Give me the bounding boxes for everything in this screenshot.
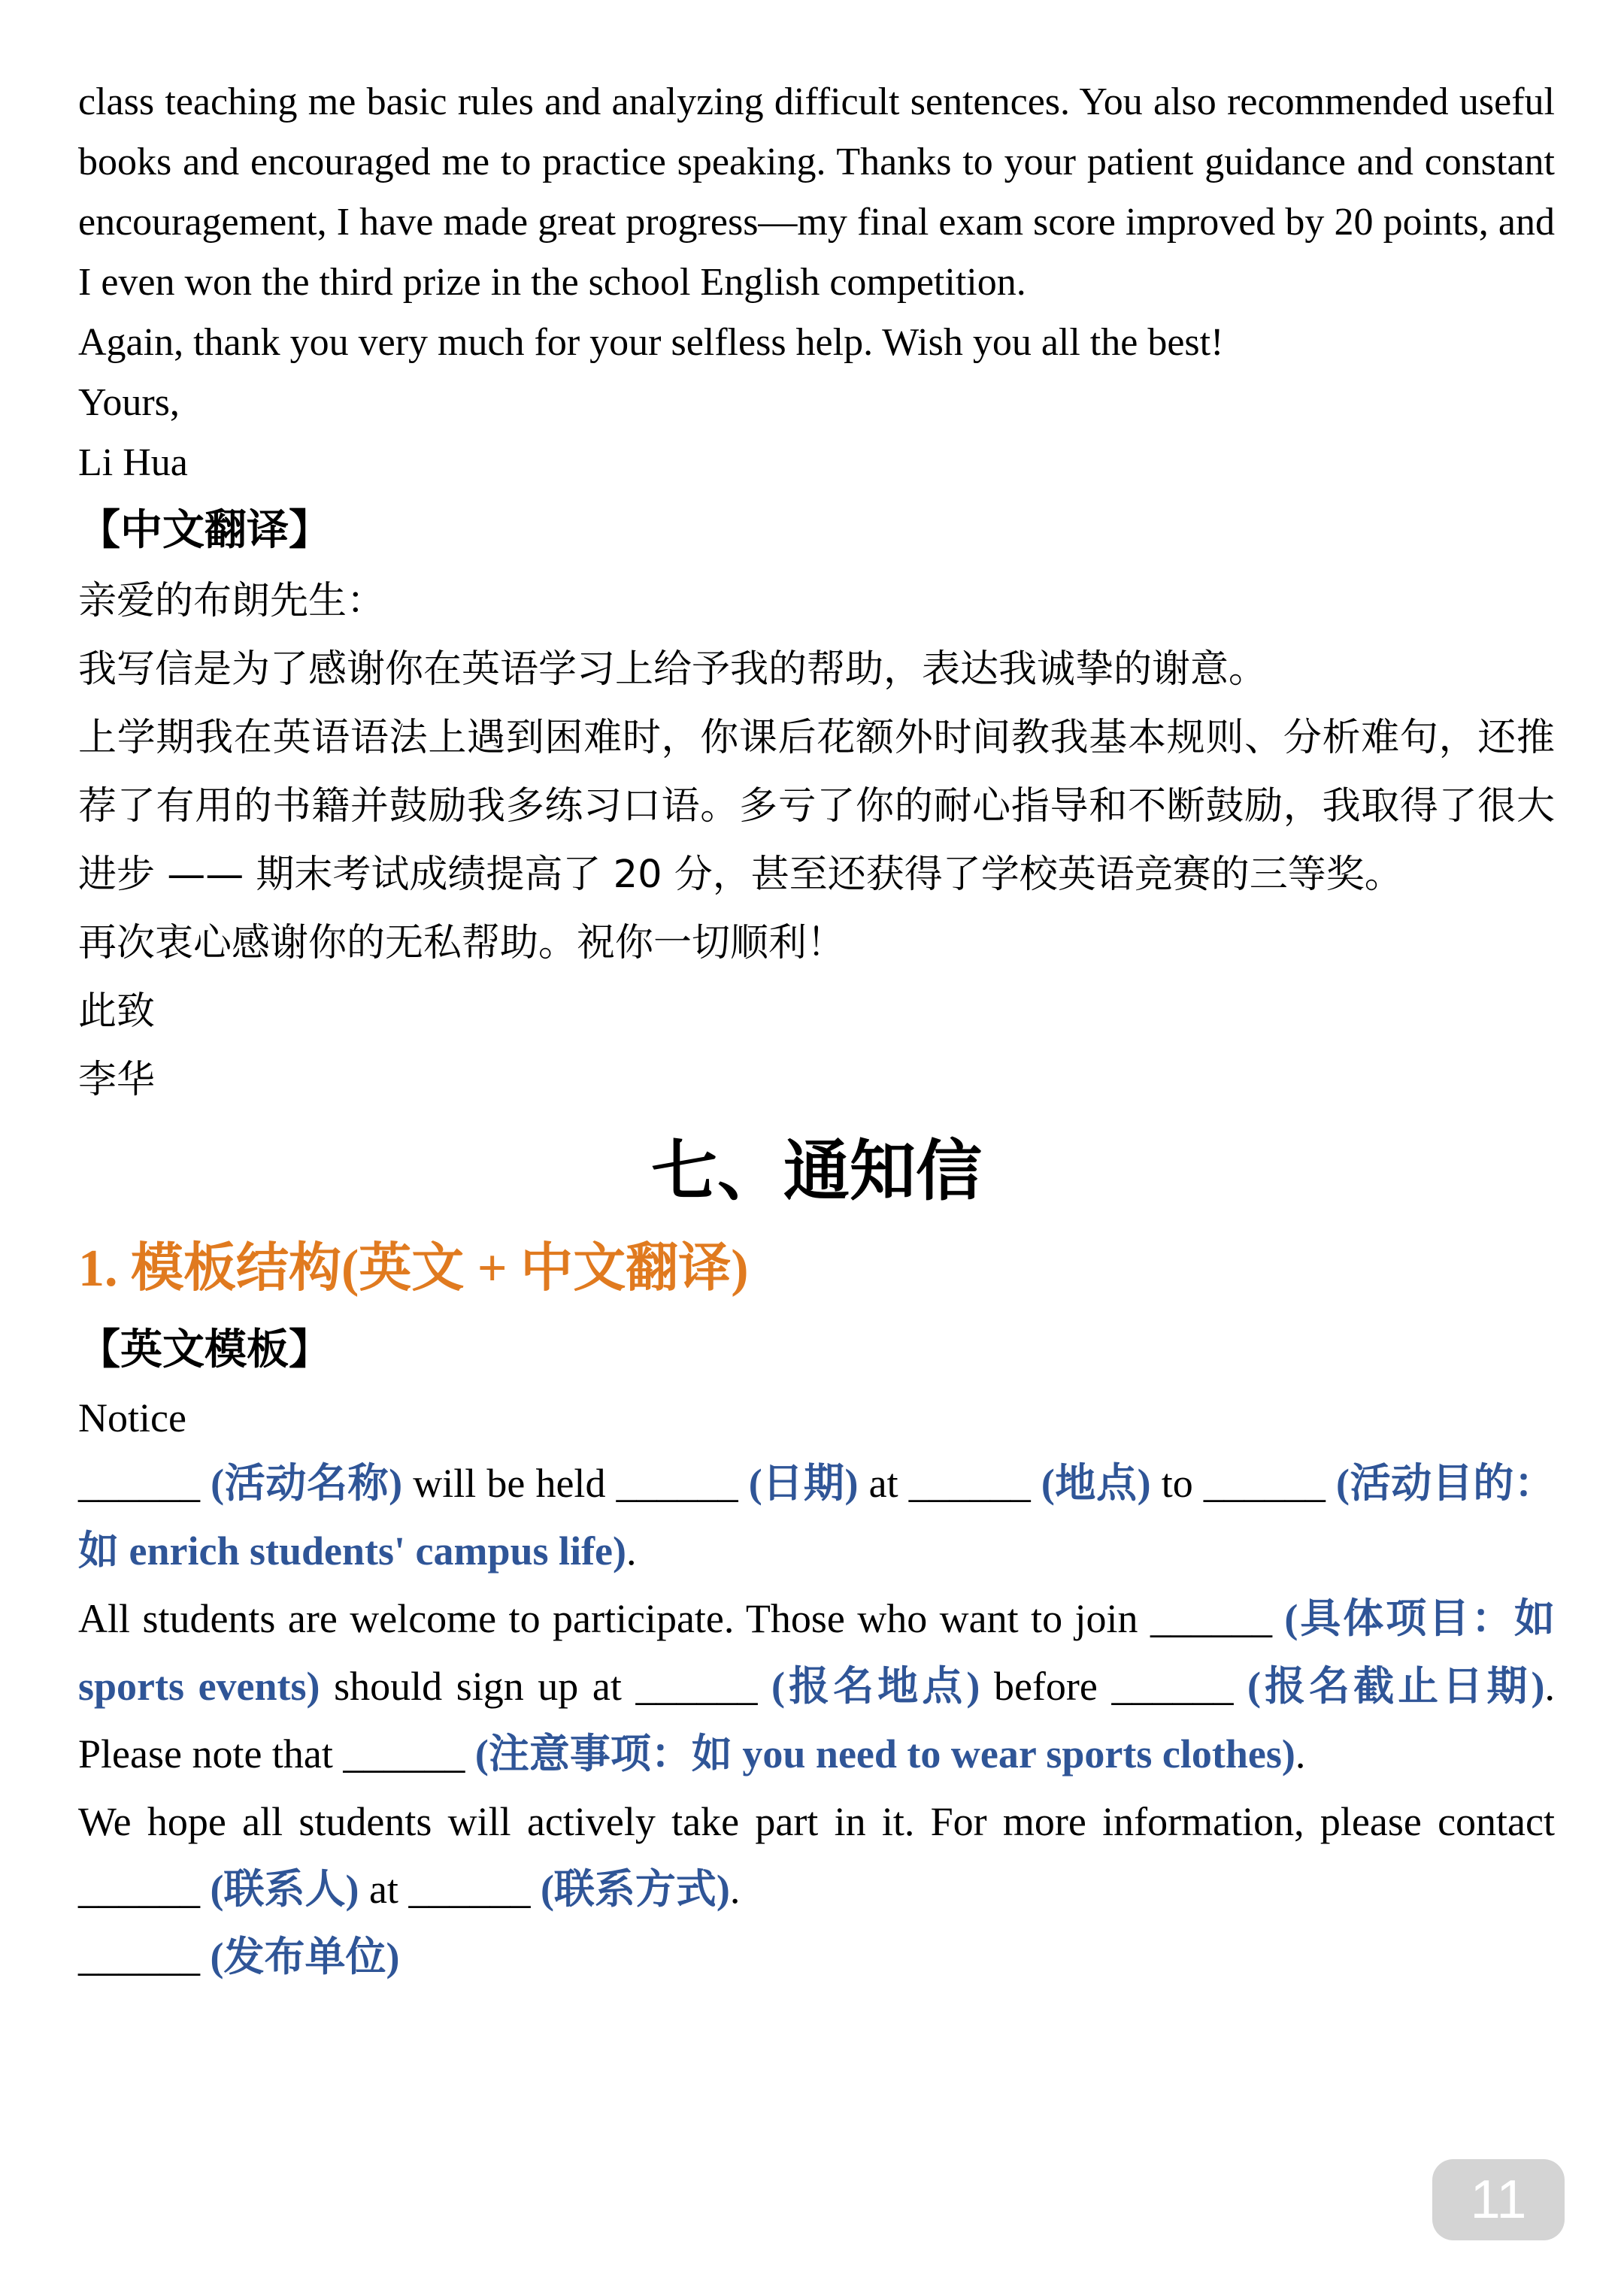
hint-date: (日期) — [748, 1461, 859, 1506]
letter-signature: Li Hua — [78, 441, 188, 484]
hint-activity-name: (活动名称) — [211, 1461, 403, 1506]
page-number-badge — [1432, 2159, 1565, 2240]
fill-blank: ______ — [1203, 1461, 1326, 1506]
translation-signature: 李华 — [78, 1058, 156, 1102]
section-title: 七、通知信 — [650, 1132, 982, 1210]
fill-blank: ______ — [343, 1731, 465, 1777]
fill-blank: ______ — [1111, 1664, 1234, 1709]
template-text: . — [1295, 1731, 1306, 1777]
fill-blank: ______ — [908, 1461, 1031, 1506]
hint-notes: (注意事项：如 you need to wear sports clothes) — [474, 1731, 1295, 1777]
template-text: before — [980, 1664, 1112, 1709]
template-text: at — [359, 1867, 409, 1912]
template-text: We hope all students will actively take part in it. For more information, please contact — [78, 1799, 1555, 1844]
template-paragraph-2 — [78, 1585, 1555, 1788]
hint-contact-method: (联系方式) — [540, 1867, 730, 1912]
hint-specific-items: (具体项目：如 sports events) — [78, 1596, 1556, 1709]
fill-blank: ______ — [78, 1867, 200, 1912]
translation-paragraph-3: 再次衷心感谢你的无私帮助。祝你一切顺利！ — [78, 921, 846, 965]
hint-purpose: (活动目的：如 enrich students' campus life) — [78, 1461, 1556, 1574]
template-text: will be held — [402, 1461, 617, 1506]
template-paragraph-4 — [78, 1923, 1555, 1991]
template-text: at — [858, 1461, 909, 1506]
hint-signup-place: (报名地点) — [771, 1664, 980, 1709]
translation-signoff: 此致 — [78, 989, 156, 1034]
template-heading: 【英文模板】 — [78, 1325, 331, 1374]
template-text: to — [1150, 1461, 1204, 1506]
translation-paragraph-1: 我写信是为了感谢你在英语学习上给予我的帮助，表达我诚挚的谢意。 — [78, 647, 1268, 692]
page-number: 11 — [1470, 2170, 1527, 2230]
fill-blank: ______ — [616, 1461, 738, 1506]
letter-body-paragraph: class teaching me basic rules and analyzing difficult sentences. You also recommended useful books and encouraged me to practice speaking. Thanks to your patient guidance and constant encouragement, I have made great progress—my final exam score improved by 20 points, and I even won the third prize in the school English competition. — [78, 80, 1555, 304]
hint-issuer: (发布单位) — [210, 1934, 400, 1979]
hint-deadline: (报名截止日期) — [1247, 1664, 1545, 1709]
template-paragraph-1 — [78, 1449, 1555, 1585]
fill-blank: ______ — [78, 1934, 200, 1979]
template-text: . — [626, 1528, 637, 1574]
page-content — [78, 72, 1555, 1991]
translation-paragraph-2: 上学期我在英语语法上遇到困难时，你课后花额外时间教我基本规则、分析难句，还推荐了有用的书籍并鼓励我多练习口语。多亏了你的耐心指导和不断鼓励，我取得了很大进步 —— 期末考试成绩提高了 20 分，甚至还获得了学校英语竞赛的三等奖。 — [78, 716, 1555, 897]
hint-place: (地点) — [1041, 1461, 1151, 1506]
letter-closing-line: Again, thank you very much for your selfless help. Wish you all the best! — [78, 321, 1224, 364]
fill-blank: ______ — [78, 1461, 200, 1506]
notice-title: Notice — [78, 1395, 186, 1440]
template-text: should sign up at — [320, 1664, 636, 1709]
fill-blank: ______ — [635, 1664, 758, 1709]
translation-salutation: 亲爱的布朗先生： — [78, 579, 386, 623]
fill-blank: ______ — [408, 1867, 531, 1912]
template-text: All students are welcome to participate. Those who want to join — [78, 1596, 1150, 1641]
translation-heading: 【中文翻译】 — [78, 506, 331, 555]
fill-blank: ______ — [1150, 1596, 1272, 1641]
template-text: . Please note that — [78, 1664, 1556, 1777]
template-text: . — [729, 1867, 741, 1912]
template-paragraph-3 — [78, 1788, 1555, 1923]
subsection-title: 1. 模板结构(英文 + 中文翻译) — [78, 1240, 749, 1298]
letter-signoff: Yours, — [78, 381, 180, 424]
hint-contact-person: (联系人) — [210, 1867, 359, 1912]
